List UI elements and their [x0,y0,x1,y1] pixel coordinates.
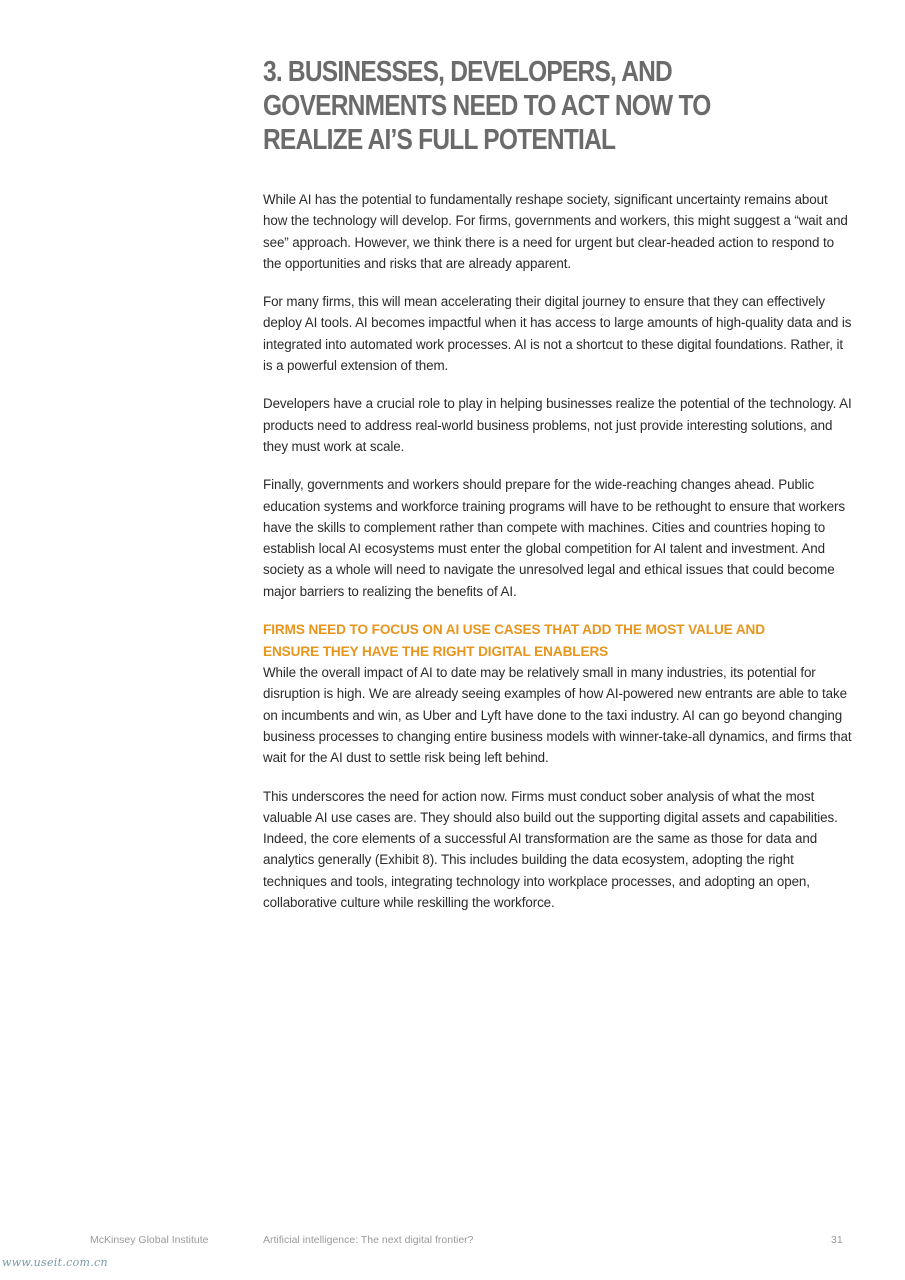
body-text [263,189,853,930]
section-heading: FIRMS NEED TO FOCUS ON AI USE CASES THAT ADD THE MOST VALUE AND ENSURE THEY HAVE THE RIGHT DIGITAL ENABLERS [263,622,765,659]
paragraph: For many firms, this will mean accelerating their digital journey to ensure that they can effectively deploy AI tools. AI becomes impactful when it has access to large amounts of high-quality data and is integrated into automated work processes. AI is not a shortcut to these digital foundations. Rather, it is a powerful extension of them. [263,294,852,374]
page-title: 3. BUSINESSES, DEVELOPERS, AND GOVERNMENTS NEED TO ACT NOW TO REALIZE AI’S FULL POTENTIAL [263,56,711,156]
footer-organization: McKinsey Global Institute [90,1234,209,1246]
page-number: 31 [831,1234,843,1246]
page-footer [0,1234,905,1250]
paragraph: While AI has the potential to fundamentally reshape society, significant uncertainty remains about how the technology will develop. For firms, governments and workers, this might suggest a “wait and see” approach. However, we think there is a need for urgent but clear-headed action to respond to the opportunities and risks that are already apparent. [263,192,848,271]
footer-publication-title: Artificial intelligence: The next digital frontier? [263,1234,474,1246]
paragraph: Finally, governments and workers should prepare for the wide-reaching changes ahead. Public education systems and workforce training programs will have to be rethought to ensure that workers have the skills to complement rather than compete with machines. Cities and countries hoping to establish local AI ecosystems must enter the global competition for AI talent and investment. And society as a whole will need to navigate the unresolved legal and ethical issues that could become major barriers to realizing the benefits of AI. [263,477,845,599]
paragraph: While the overall impact of AI to date may be relatively small in many industries, its potential for disruption is high. We are already seeing examples of how AI-powered new entrants are able to take on incumbents and win, as Uber and Lyft have done to the taxi industry. AI can go beyond changing business processes to changing entire business models with winner-take-all dynamics, and firms that wait for the AI dust to settle risk being left behind. [263,665,852,766]
paragraph: Developers have a crucial role to play in helping businesses realize the potential of the technology. AI products need to address real-world business problems, not just provide interesting solutions, and they must work at scale. [263,396,852,454]
watermark: www.useit.com.cn [2,1256,108,1269]
paragraph: This underscores the need for action now. Firms must conduct sober analysis of what the most valuable AI use cases are. They should also build out the supporting digital assets and capabilities. Indeed, the core elements of a successful AI transformation are the same as those for data and analytics generally (Exhibit 8). This includes building the data ecosystem, adopting the right techniques and tools, integrating technology into workplace processes, and adopting an open, collaborative culture while reskilling the workforce. [263,788,838,911]
